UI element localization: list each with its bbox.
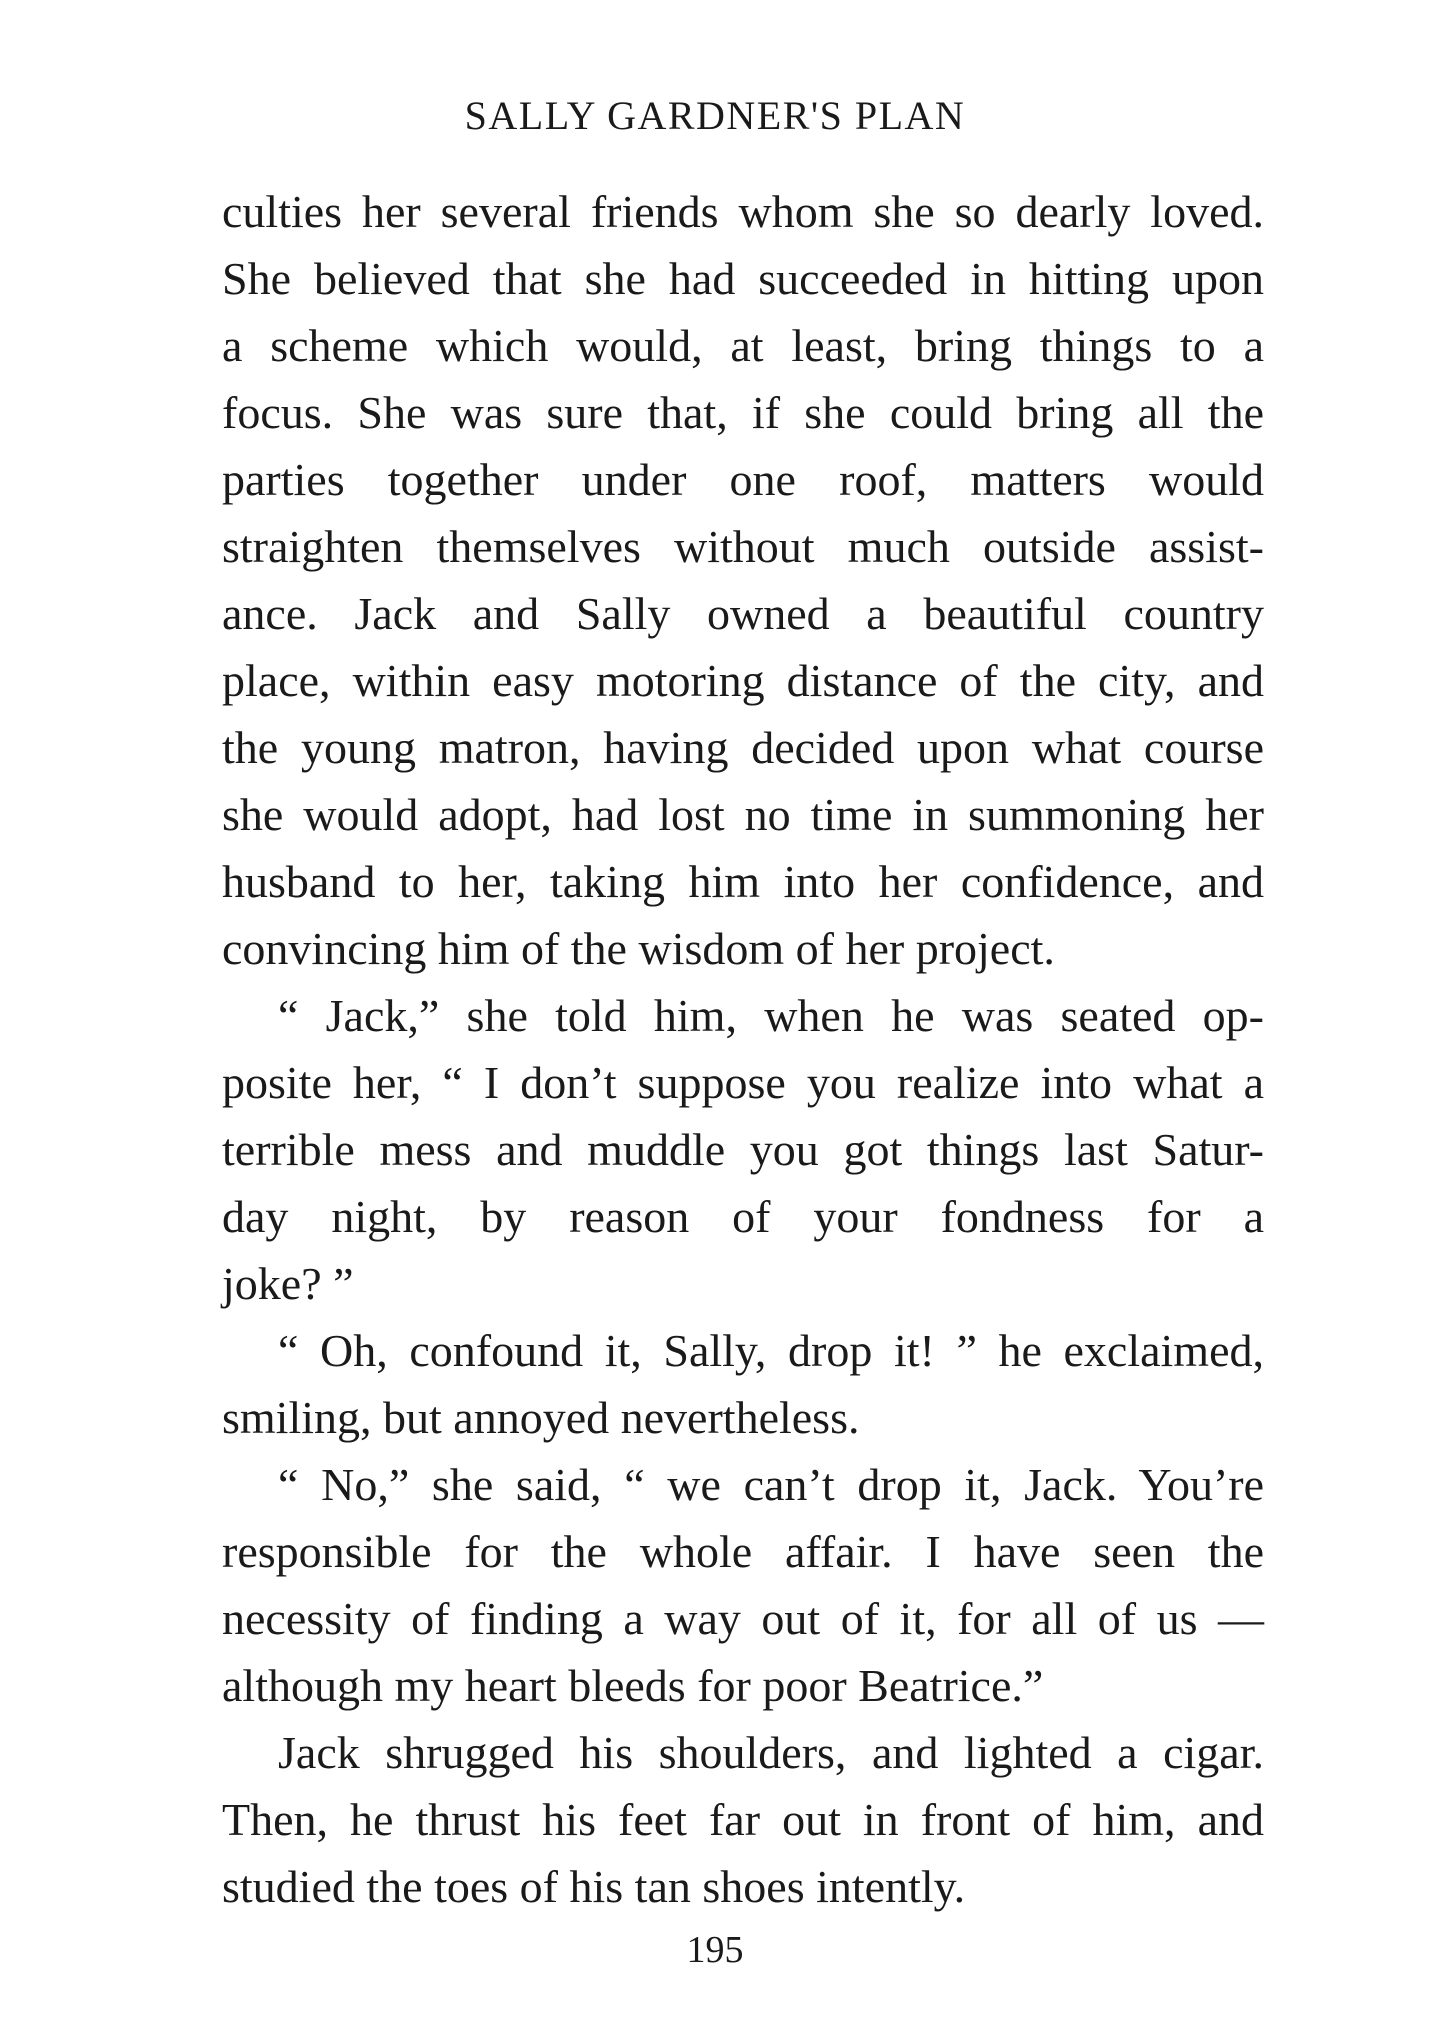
text-line: straighten themselves without much outside assist- xyxy=(222,521,1264,572)
text-line: convincing him of the wisdom of her project. xyxy=(222,923,1055,974)
page-number: 195 xyxy=(686,1929,744,1971)
text-line: the young matron, having decided upon what course xyxy=(222,722,1264,773)
text-line: a scheme which would, at least, bring things to a xyxy=(222,320,1264,371)
text-line: culties her several friends whom she so dearly loved. xyxy=(222,186,1264,237)
paragraph xyxy=(222,1317,1264,1451)
text-line: place, within easy motoring distance of the city, and xyxy=(222,655,1264,706)
text-line: She believed that she had succeeded in hitting upon xyxy=(222,253,1264,304)
text-line: “ Jack,” she told him, when he was seated op- xyxy=(278,990,1264,1041)
paragraph xyxy=(222,1719,1264,1920)
text-line: parties together under one roof, matters would xyxy=(222,454,1264,505)
text-line: day night, by reason of your fondness for a xyxy=(222,1191,1264,1242)
running-head: SALLY GARDNER'S PLAN xyxy=(464,93,966,138)
text-line: responsible for the whole affair. I have seen the xyxy=(222,1526,1264,1577)
body-text xyxy=(222,178,1264,1920)
text-line: she would adopt, had lost no time in summoning her xyxy=(222,789,1264,840)
paragraph xyxy=(222,1451,1264,1719)
text-line: “ Oh, confound it, Sally, drop it! ” he exclaimed, xyxy=(278,1325,1264,1376)
text-line: smiling, but annoyed nevertheless. xyxy=(222,1392,860,1443)
text-line: although my heart bleeds for poor Beatrice.” xyxy=(222,1660,1044,1711)
text-line: ance. Jack and Sally owned a beautiful country xyxy=(222,588,1264,639)
text-line: posite her, “ I don’t suppose you realize into what a xyxy=(222,1057,1264,1108)
text-line: Then, he thrust his feet far out in front of him, and xyxy=(222,1794,1264,1845)
text-line: focus. She was sure that, if she could bring all the xyxy=(222,387,1264,438)
text-line: husband to her, taking him into her confidence, and xyxy=(222,856,1264,907)
text-line: necessity of finding a way out of it, for all of us — xyxy=(222,1593,1264,1644)
paragraph xyxy=(222,982,1264,1317)
text-line: joke? ” xyxy=(222,1258,354,1309)
text-line: terrible mess and muddle you got things last Satur- xyxy=(222,1124,1264,1175)
paragraph xyxy=(222,178,1264,982)
text-line: “ No,” she said, “ we can’t drop it, Jack. You’re xyxy=(278,1459,1264,1510)
text-line: Jack shrugged his shoulders, and lighted a cigar. xyxy=(278,1727,1264,1778)
text-line: studied the toes of his tan shoes intently. xyxy=(222,1861,966,1912)
